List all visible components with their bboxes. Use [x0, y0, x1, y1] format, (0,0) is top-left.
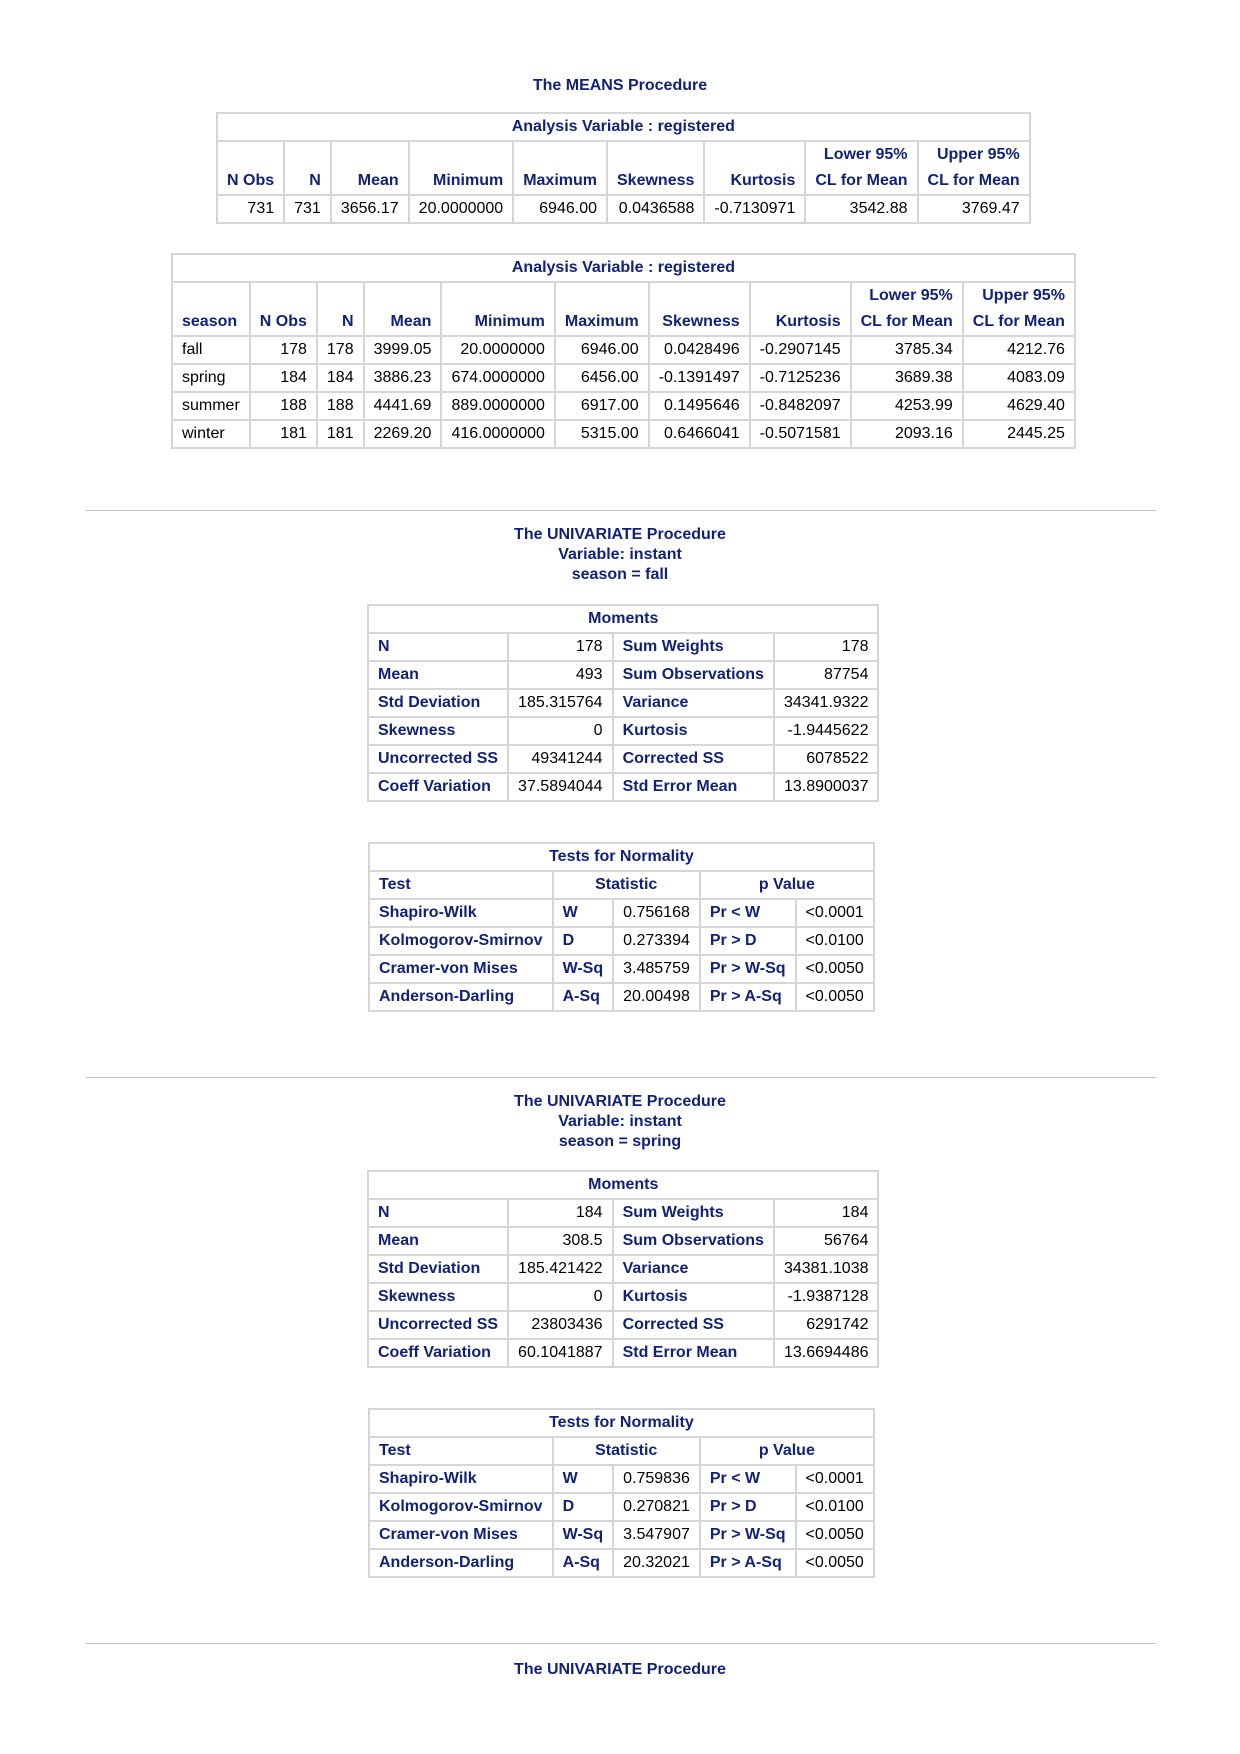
univariate-proc-title: The UNIVARIATE Procedure: [514, 1661, 726, 1678]
cell: 4253.99: [851, 392, 963, 420]
cell: 4629.40: [963, 392, 1075, 420]
row-header: Corrected SS: [613, 1311, 774, 1339]
cell: <0.0001: [796, 1465, 874, 1493]
column-header: Mean: [331, 141, 409, 195]
row-header: Pr > D: [700, 1493, 796, 1521]
row-header: Sum Weights: [613, 633, 774, 661]
column-header: Skewness: [607, 141, 704, 195]
row-header: Std Deviation: [368, 689, 508, 717]
row-header: Cramer-von Mises: [369, 1521, 553, 1549]
cell: -1.9445622: [774, 717, 879, 745]
table-caption: Tests for Normality: [369, 1409, 874, 1437]
cell: 6917.00: [555, 392, 649, 420]
cell: <0.0100: [796, 927, 874, 955]
row-header: Pr > W-Sq: [700, 1521, 796, 1549]
table-row: [368, 633, 878, 661]
column-header: Kurtosis: [750, 282, 851, 336]
column-header: Statistic: [553, 871, 700, 899]
cell: 3689.38: [851, 364, 963, 392]
cell: 731: [217, 195, 284, 223]
variable-label: Variable: instant: [558, 546, 682, 563]
cell: 184: [508, 1199, 613, 1227]
table-row: [172, 336, 1075, 364]
column-header: Test: [369, 871, 553, 899]
cell: 188: [250, 392, 317, 420]
normality-table: [368, 1408, 875, 1578]
row-header: Skewness: [368, 717, 508, 745]
cell: 188: [317, 392, 364, 420]
section-divider: [86, 510, 1156, 511]
row-header: Pr > A-Sq: [700, 983, 796, 1011]
cell: 13.8900037: [774, 773, 879, 801]
row-header: Coeff Variation: [368, 773, 508, 801]
cell: 20.0000000: [441, 336, 554, 364]
cell: 3.547907: [613, 1521, 700, 1549]
moments-table: [367, 604, 879, 802]
table-row: [172, 392, 1075, 420]
cell: 6946.00: [513, 195, 607, 223]
column-header: Maximum: [555, 282, 649, 336]
cell: 0: [508, 717, 613, 745]
row-header: Mean: [368, 1227, 508, 1255]
cell: 6456.00: [555, 364, 649, 392]
column-header: Test: [369, 1437, 553, 1465]
cell: 3886.23: [364, 364, 442, 392]
column-header: N Obs: [250, 282, 317, 336]
cell: 0.1495646: [649, 392, 750, 420]
cell: 56764: [774, 1227, 879, 1255]
cell: 20.00498: [613, 983, 700, 1011]
cell: 2445.25: [963, 420, 1075, 448]
row-header: Anderson-Darling: [369, 983, 553, 1011]
cell: 178: [508, 633, 613, 661]
cell: 20.32021: [613, 1549, 700, 1577]
cell: -0.7125236: [750, 364, 851, 392]
table-caption: Moments: [368, 1171, 878, 1199]
column-header: Lower 95% CL for Mean: [851, 282, 963, 336]
cell: 0.759836: [613, 1465, 700, 1493]
column-header: Lower 95% CL for Mean: [805, 141, 917, 195]
cell: -0.7130971: [704, 195, 805, 223]
section-divider: [86, 1077, 1156, 1078]
row-header: Anderson-Darling: [369, 1549, 553, 1577]
row-header: Pr < W: [700, 1465, 796, 1493]
row-header: Skewness: [368, 1283, 508, 1311]
row-header: N: [368, 1199, 508, 1227]
cell: 0.0428496: [649, 336, 750, 364]
column-header: Upper 95% CL for Mean: [963, 282, 1075, 336]
row-header: Uncorrected SS: [368, 1311, 508, 1339]
cell: spring: [172, 364, 250, 392]
cell: <0.0001: [796, 899, 874, 927]
means-proc-title: The MEANS Procedure: [532, 77, 708, 94]
row-header: Kurtosis: [613, 1283, 774, 1311]
cell: winter: [172, 420, 250, 448]
cell: 0: [508, 1283, 613, 1311]
cell: 3785.34: [851, 336, 963, 364]
cell: 0.270821: [613, 1493, 700, 1521]
cell: 184: [317, 364, 364, 392]
row-header: Sum Observations: [613, 1227, 774, 1255]
table-row: [369, 1465, 874, 1493]
cell: 13.6694486: [774, 1339, 879, 1367]
cell: 37.5894044: [508, 773, 613, 801]
cell: 87754: [774, 661, 879, 689]
table-row: [368, 717, 878, 745]
cell: 416.0000000: [441, 420, 554, 448]
variable-label: Variable: instant: [558, 1113, 682, 1130]
row-header: Kurtosis: [613, 717, 774, 745]
table-row: [369, 1521, 874, 1549]
cell: 493: [508, 661, 613, 689]
row-header: Sum Observations: [613, 661, 774, 689]
column-header: N: [317, 282, 364, 336]
row-header: Variance: [613, 1255, 774, 1283]
column-header: p Value: [700, 871, 874, 899]
cell: 3999.05: [364, 336, 442, 364]
cell: 5315.00: [555, 420, 649, 448]
table-row: [368, 1255, 878, 1283]
table-caption: Tests for Normality: [369, 843, 874, 871]
table-row: [369, 1493, 874, 1521]
cell: 308.5: [508, 1227, 613, 1255]
cell: 181: [250, 420, 317, 448]
row-header: Mean: [368, 661, 508, 689]
cell: 2093.16: [851, 420, 963, 448]
cell: 34381.1038: [774, 1255, 879, 1283]
column-header: p Value: [700, 1437, 874, 1465]
row-header: A-Sq: [553, 983, 614, 1011]
cell: <0.0050: [796, 983, 874, 1011]
means-by-season-table: [171, 253, 1076, 449]
cell: 0.756168: [613, 899, 700, 927]
cell: 0.0436588: [607, 195, 704, 223]
cell: fall: [172, 336, 250, 364]
cell: <0.0050: [796, 1521, 874, 1549]
cell: 0.6466041: [649, 420, 750, 448]
row-header: Pr > W-Sq: [700, 955, 796, 983]
table-caption: Analysis Variable : registered: [217, 113, 1030, 141]
cell: 4212.76: [963, 336, 1075, 364]
by-group-label: season = fall: [571, 566, 669, 583]
moments-table: [367, 1170, 879, 1368]
table-row: [368, 661, 878, 689]
row-header: Uncorrected SS: [368, 745, 508, 773]
table-caption: Moments: [368, 605, 878, 633]
cell: 184: [250, 364, 317, 392]
row-header: Shapiro-Wilk: [369, 899, 553, 927]
cell: 185.315764: [508, 689, 613, 717]
cell: 23803436: [508, 1311, 613, 1339]
row-header: W-Sq: [553, 955, 614, 983]
cell: 185.421422: [508, 1255, 613, 1283]
row-header: Pr < W: [700, 899, 796, 927]
cell: 2269.20: [364, 420, 442, 448]
cell: 49341244: [508, 745, 613, 773]
row-header: Variance: [613, 689, 774, 717]
table-row: [217, 195, 1030, 223]
row-header: Pr > A-Sq: [700, 1549, 796, 1577]
cell: -0.1391497: [649, 364, 750, 392]
cell: 178: [317, 336, 364, 364]
column-header: Skewness: [649, 282, 750, 336]
cell: 181: [317, 420, 364, 448]
univariate-proc-title: The UNIVARIATE Procedure: [514, 526, 726, 543]
row-header: W: [553, 1465, 614, 1493]
table-row: [172, 364, 1075, 392]
table-row: [369, 1549, 874, 1577]
table-row: [368, 1311, 878, 1339]
row-header: W: [553, 899, 614, 927]
table-row: [369, 899, 874, 927]
row-header: Pr > D: [700, 927, 796, 955]
normality-table: [368, 842, 875, 1012]
cell: 3542.88: [805, 195, 917, 223]
table-row: [368, 1227, 878, 1255]
row-header: N: [368, 633, 508, 661]
cell: 674.0000000: [441, 364, 554, 392]
cell: 6946.00: [555, 336, 649, 364]
row-header: Corrected SS: [613, 745, 774, 773]
row-header: W-Sq: [553, 1521, 614, 1549]
row-header: Std Error Mean: [613, 1339, 774, 1367]
cell: -0.5071581: [750, 420, 851, 448]
cell: -0.2907145: [750, 336, 851, 364]
column-header: N Obs: [217, 141, 284, 195]
cell: -1.9387128: [774, 1283, 879, 1311]
cell: 889.0000000: [441, 392, 554, 420]
row-header: Shapiro-Wilk: [369, 1465, 553, 1493]
section-divider: [86, 1643, 1156, 1644]
cell: 0.273394: [613, 927, 700, 955]
column-header: season: [172, 282, 250, 336]
cell: 6078522: [774, 745, 879, 773]
table-row: [368, 1199, 878, 1227]
table-row: [172, 420, 1075, 448]
column-header: Minimum: [409, 141, 514, 195]
cell: 20.0000000: [409, 195, 514, 223]
row-header: Kolmogorov-Smirnov: [369, 1493, 553, 1521]
row-header: D: [553, 1493, 614, 1521]
cell: 4083.09: [963, 364, 1075, 392]
table-row: [369, 983, 874, 1011]
cell: 6291742: [774, 1311, 879, 1339]
univariate-proc-title: The UNIVARIATE Procedure: [514, 1093, 726, 1110]
column-header: Maximum: [513, 141, 607, 195]
cell: 3769.47: [918, 195, 1030, 223]
cell: 3.485759: [613, 955, 700, 983]
row-header: Sum Weights: [613, 1199, 774, 1227]
column-header: Minimum: [441, 282, 554, 336]
row-header: D: [553, 927, 614, 955]
row-header: Coeff Variation: [368, 1339, 508, 1367]
cell: <0.0050: [796, 1549, 874, 1577]
cell: 178: [250, 336, 317, 364]
column-header: N: [284, 141, 331, 195]
cell: summer: [172, 392, 250, 420]
cell: 3656.17: [331, 195, 409, 223]
table-row: [368, 773, 878, 801]
cell: 60.1041887: [508, 1339, 613, 1367]
table-row: [368, 1283, 878, 1311]
cell: 731: [284, 195, 331, 223]
row-header: Std Deviation: [368, 1255, 508, 1283]
table-row: [369, 927, 874, 955]
row-header: Std Error Mean: [613, 773, 774, 801]
column-header: Statistic: [553, 1437, 700, 1465]
cell: 184: [774, 1199, 879, 1227]
table-row: [368, 745, 878, 773]
cell: -0.8482097: [750, 392, 851, 420]
row-header: Cramer-von Mises: [369, 955, 553, 983]
cell: 4441.69: [364, 392, 442, 420]
table-caption: Analysis Variable : registered: [172, 254, 1075, 282]
column-header: Kurtosis: [704, 141, 805, 195]
by-group-label: season = spring: [558, 1133, 682, 1150]
means-overall-table: [216, 112, 1031, 224]
column-header: Mean: [364, 282, 442, 336]
cell: <0.0100: [796, 1493, 874, 1521]
cell: 34341.9322: [774, 689, 879, 717]
table-row: [368, 1339, 878, 1367]
cell: <0.0050: [796, 955, 874, 983]
row-header: A-Sq: [553, 1549, 614, 1577]
cell: 178: [774, 633, 879, 661]
column-header: Upper 95% CL for Mean: [918, 141, 1030, 195]
table-row: [368, 689, 878, 717]
table-row: [369, 955, 874, 983]
row-header: Kolmogorov-Smirnov: [369, 927, 553, 955]
